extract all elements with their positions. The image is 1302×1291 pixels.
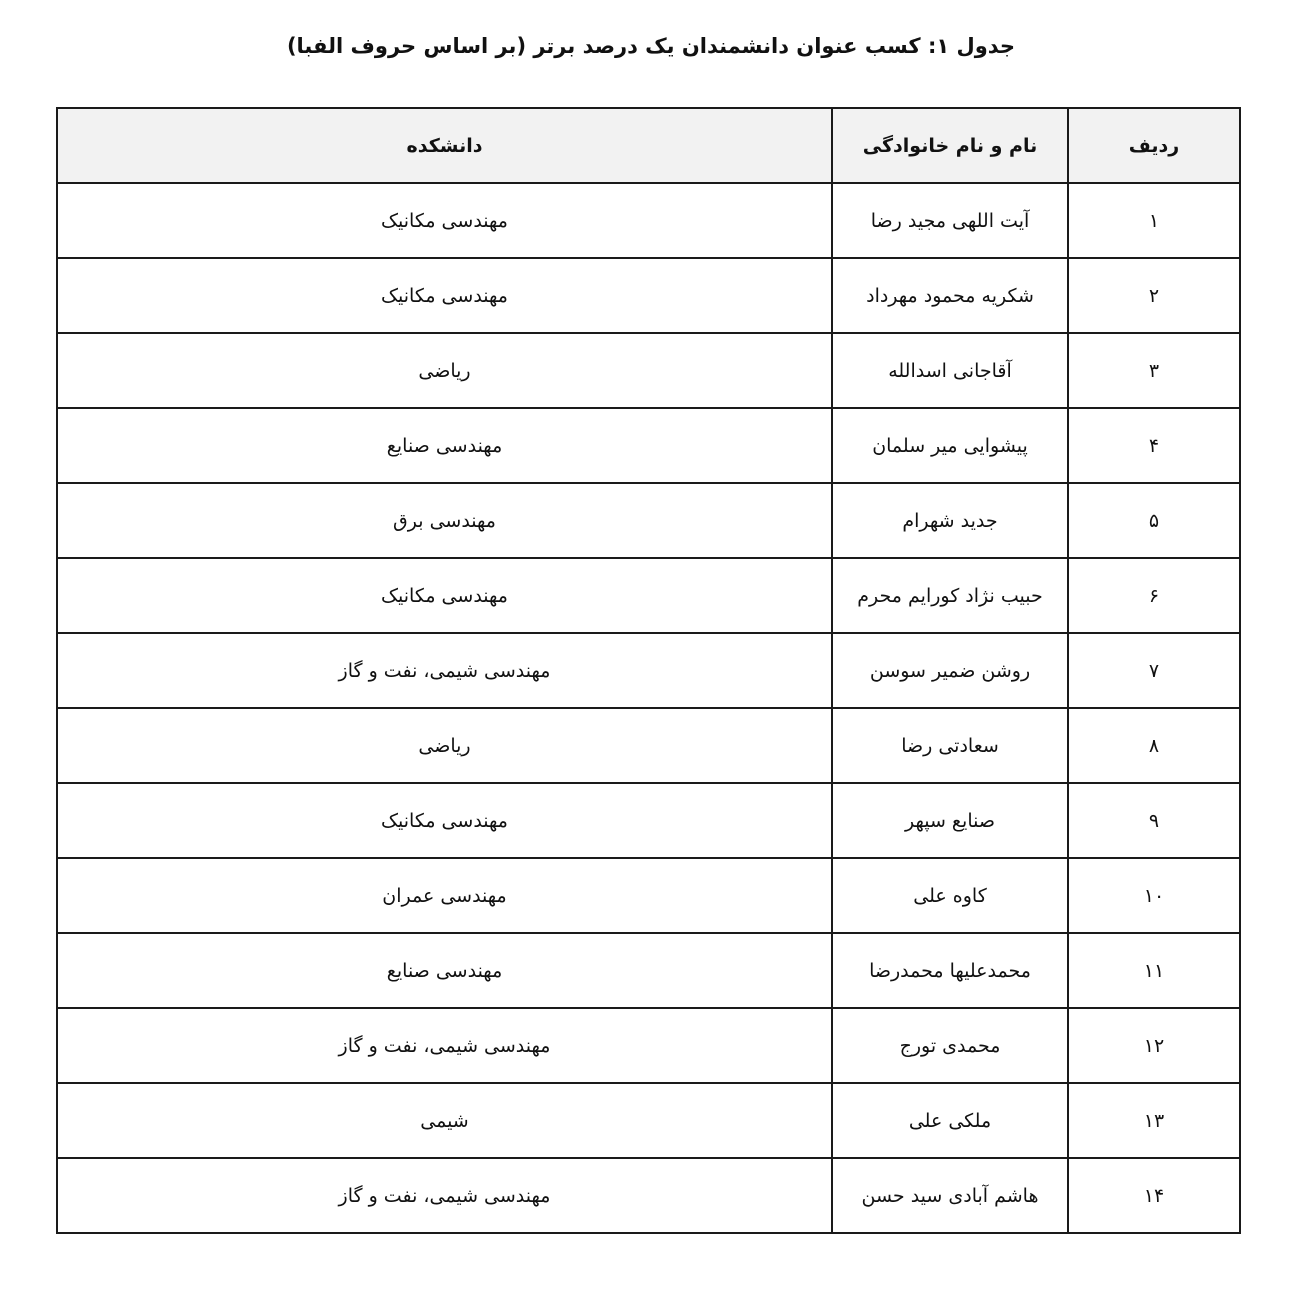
table-row [57,408,1240,483]
row-number-cell: ۱۴ [1068,1158,1240,1233]
row-number-cell: ۱ [1068,183,1240,258]
name-cell: روشن ضمیر سوسن [832,633,1068,708]
row-number-cell: ۹ [1068,783,1240,858]
table-row [57,1008,1240,1083]
row-number-cell: ۴ [1068,408,1240,483]
faculty-cell: مهندسی شیمی، نفت و گاز [57,633,832,708]
faculty-cell: مهندسی مکانیک [57,258,832,333]
faculty-cell: مهندسی مکانیک [57,183,832,258]
name-cell: ملکی علی [832,1083,1068,1158]
table-row [57,1158,1240,1233]
faculty-cell: مهندسی عمران [57,858,832,933]
name-cell: کاوه علی [832,858,1068,933]
row-number-cell: ۵ [1068,483,1240,558]
table-row [57,1083,1240,1158]
row-number-cell: ۱۱ [1068,933,1240,1008]
faculty-cell: مهندسی شیمی، نفت و گاز [57,1008,832,1083]
name-cell: صنایع سپهر [832,783,1068,858]
table-row [57,933,1240,1008]
row-number-cell: ۳ [1068,333,1240,408]
table-row [57,333,1240,408]
table-row [57,858,1240,933]
table-row [57,633,1240,708]
faculty-cell: ریاضی [57,333,832,408]
name-cell: پیشوایی میر سلمان [832,408,1068,483]
faculty-cell: مهندسی صنایع [57,933,832,1008]
row-number-cell: ۶ [1068,558,1240,633]
faculty-cell: مهندسی صنایع [57,408,832,483]
header-row-number: ردیف [1068,108,1240,183]
name-cell: حبیب نژاد کورایم محرم [832,558,1068,633]
name-cell: هاشم آبادی سید حسن [832,1158,1068,1233]
table-row [57,558,1240,633]
row-number-cell: ۱۳ [1068,1083,1240,1158]
name-cell: محمدی تورج [832,1008,1068,1083]
faculty-cell: مهندسی مکانیک [57,558,832,633]
table-row [57,183,1240,258]
name-cell: جدید شهرام [832,483,1068,558]
row-number-cell: ۲ [1068,258,1240,333]
table-header-row [57,108,1240,183]
name-cell: سعادتی رضا [832,708,1068,783]
header-faculty: دانشکده [57,108,832,183]
name-cell: آقاجانی اسدالله [832,333,1068,408]
table-row [57,483,1240,558]
name-cell: شکریه محمود مهرداد [832,258,1068,333]
table-row [57,258,1240,333]
faculty-cell: مهندسی برق [57,483,832,558]
name-cell: محمدعلیها محمدرضا [832,933,1068,1008]
row-number-cell: ۷ [1068,633,1240,708]
table-caption: جدول ۱: کسب عنوان دانشمندان یک درصد برتر (بر اساس حروف الفبا) [286,34,1016,58]
faculty-cell: مهندسی مکانیک [57,783,832,858]
scientists-table [56,107,1241,1234]
header-full-name: نام و نام خانوادگی [832,108,1068,183]
name-cell: آیت اللهی مجید رضا [832,183,1068,258]
faculty-cell: شیمی [57,1083,832,1158]
table-row [57,708,1240,783]
table-row [57,783,1240,858]
faculty-cell: مهندسی شیمی، نفت و گاز [57,1158,832,1233]
row-number-cell: ۱۰ [1068,858,1240,933]
row-number-cell: ۱۲ [1068,1008,1240,1083]
faculty-cell: ریاضی [57,708,832,783]
row-number-cell: ۸ [1068,708,1240,783]
